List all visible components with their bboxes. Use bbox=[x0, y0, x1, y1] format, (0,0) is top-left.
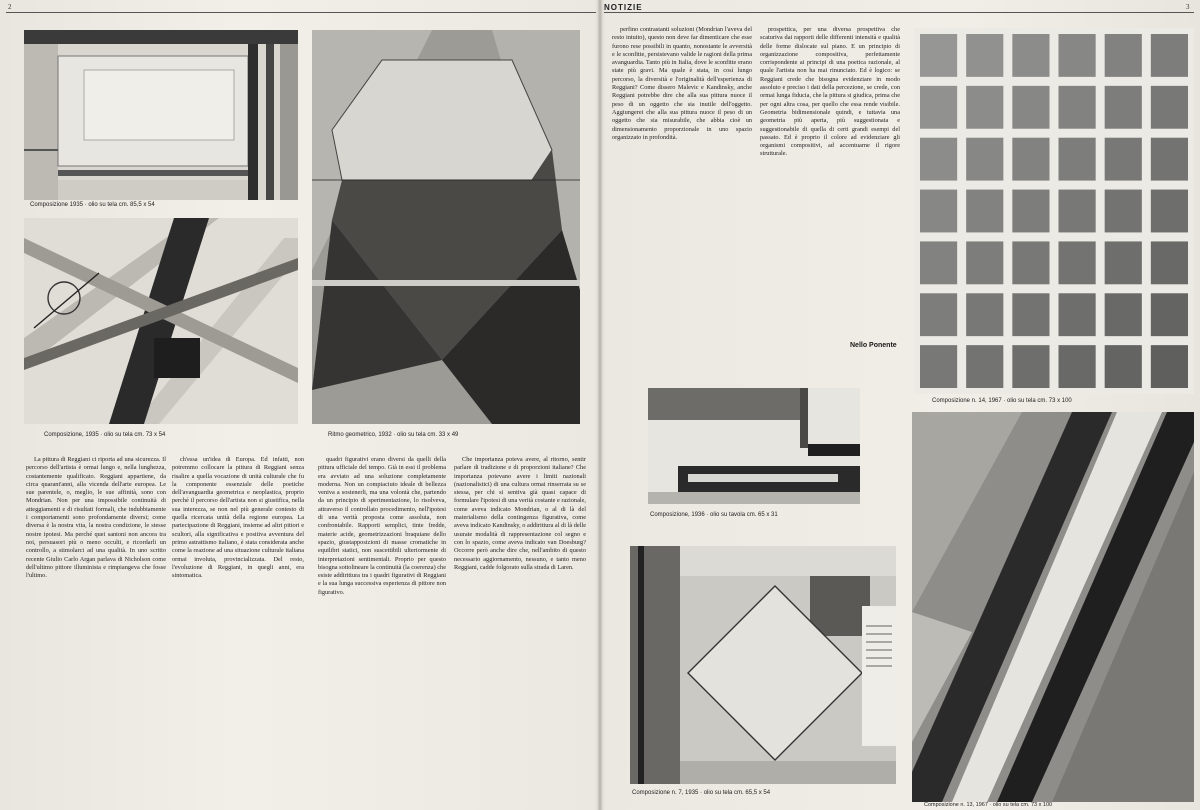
grid-cell bbox=[1105, 34, 1142, 77]
grid-cell bbox=[1012, 190, 1049, 233]
caption-composizione-1936: Composizione, 1936 · olio su tavola cm. 65 x 31 bbox=[650, 512, 778, 518]
text-column-4: Che importanza poteva avere, al ritorno, sentir parlare di tradizione e di proporzioni italiane? Che importanza potevano avere i limiti nazionali (nazionalistici) di una cultura ormai rinserrata su se stessa, per chi si sentiva già quasi capace di formulare l'ipotesi di una verità costante e razionale, come aveva indicato Mondrian, o al di là del materialismo della contingenza figurativa, come aveva indicato Kandinsky, o addirittura al di là delle usurate modalità di rappresentazione col segno e con lo spazio, come aveva indicato van Doesburg? Occorre però anche dire che, nell'ambito di questo necessario aggiornamento, nessuno, e tanto meno Reggiani, cadde folgorato sulla strada di Laren. bbox=[454, 456, 586, 571]
right-page-number: 3 bbox=[1186, 3, 1190, 11]
artwork-composizione-1936 bbox=[648, 388, 860, 504]
artwork-composizione-n7-1935 bbox=[630, 546, 896, 784]
grid-cell bbox=[966, 138, 1003, 181]
caption-composizione-1935-a: Composizione 1935 · olio su tela cm. 85,5 x 54 bbox=[30, 202, 155, 208]
right-header-rule bbox=[604, 12, 1194, 13]
grid-cell bbox=[1012, 345, 1049, 388]
caption-ritmo-geometrico: Ritmo geometrico, 1932 · olio su tela cm. 33 x 49 bbox=[328, 432, 459, 438]
grid-cell bbox=[920, 190, 957, 233]
grid-cell bbox=[1012, 138, 1049, 181]
grid-cell bbox=[966, 293, 1003, 336]
grid-cell bbox=[1151, 345, 1188, 388]
caption-composizione-n13: Composizione n. 13, 1967 · olio su tela cm. 73 x 100 bbox=[924, 802, 1053, 808]
grid-cell bbox=[1059, 34, 1096, 77]
grid-cell bbox=[920, 241, 957, 284]
artwork-ritmo-geometrico-1932 bbox=[312, 30, 580, 424]
grid-cell bbox=[1059, 345, 1096, 388]
grid-cell bbox=[1059, 293, 1096, 336]
grid-cell bbox=[920, 345, 957, 388]
grid-cell bbox=[1059, 190, 1096, 233]
author-signature: Nello Ponente bbox=[850, 342, 897, 349]
grid-cell bbox=[1012, 241, 1049, 284]
caption-composizione-1935-b: Composizione, 1935 · olio su tela cm. 73 x 54 bbox=[44, 432, 166, 438]
grid-cell bbox=[1012, 86, 1049, 129]
grid-cell bbox=[1059, 241, 1096, 284]
artwork-composizione-n14-1967 bbox=[914, 28, 1194, 394]
text-column-6: prospettica, per una diversa prospettiva che scaturiva dai rapporti delle differenti intensità e qualità delle forme dislocate sul piano. E un principio di organizzazione compositiva, perfettamente corrispondente ai principi di una poetica razionale, al quale l'artista non ha mai rinunciato. Ed è logico: se Reggiani crede che bisogna evidenziare in modo assoluto e preciso i dati della percezione, se crede, con ormai lunga fiducia, che la pittura si giudica, prima che per ogni altra cosa, per quello che essa rende visibile. Geometria bidimensionale quindi, e tuttavia una geometria più aperta, più suggestionata e suggestionabile di quella di certi grandi esempi del passato. Ed è proprio il colore ad evidenziare gli organismi compositivi, ad accentuarne il rigore strutturale. bbox=[760, 26, 900, 158]
grid-cell bbox=[966, 345, 1003, 388]
section-title: NOTIZIE bbox=[604, 3, 643, 12]
grid-cell bbox=[966, 86, 1003, 129]
grid-cell bbox=[1105, 86, 1142, 129]
grid-cell bbox=[1151, 241, 1188, 284]
grid-cell bbox=[1105, 138, 1142, 181]
text-column-5: perfino contrastanti soluzioni (Mondrian l'aveva del resto intuito), questo non deve far dimenticare che esse furono rese possibili in quanto, nonostante le avversità e le sconfitte, persistevano valide le ragioni della prima avanguardia. Tanto più in Italia, dove le sconfitte erano state più gravi. Ma quale è stata, in così lungo percorso, la diversità e l'originalità dell'esperienza di Reggiani? Come dissero Malevic e Kandinsky, anche Reggiani potrebbe dire che alla sua pittura nuoce il peso di un oggetto che sia inutile dell'oggetto. Aggiungerei che alla sua pittura nuoce il peso di un oggetto che sia misurabile, che abbia cioè un dimensionamento proporzionale in uno spazio organizzato in profondità. bbox=[612, 26, 752, 141]
grid-cell bbox=[1151, 138, 1188, 181]
grid-cell bbox=[1012, 293, 1049, 336]
grid-cell bbox=[1105, 190, 1142, 233]
grid-cell bbox=[1059, 86, 1096, 129]
grid-cell bbox=[1151, 86, 1188, 129]
grid-cell bbox=[920, 138, 957, 181]
grid-cell bbox=[966, 241, 1003, 284]
page-fold bbox=[598, 0, 602, 810]
grid-cell bbox=[920, 293, 957, 336]
caption-composizione-n14: Composizione n. 14, 1967 · olio su tela cm. 73 x 100 bbox=[932, 398, 1072, 404]
left-page-number: 2 bbox=[8, 3, 12, 11]
grid-cell bbox=[966, 190, 1003, 233]
grid-cell bbox=[920, 86, 957, 129]
grid-cell bbox=[1151, 293, 1188, 336]
grid-cell bbox=[1012, 34, 1049, 77]
left-header-rule bbox=[6, 12, 596, 13]
artwork-composizione-1935-a bbox=[24, 30, 298, 200]
grid-cell bbox=[1105, 293, 1142, 336]
grid-cell bbox=[920, 34, 957, 77]
grid-cell bbox=[1151, 34, 1188, 77]
text-column-3: quadri figurativi erano diversi da quelli della pittura ufficiale del tempo. Già in essi il problema era avviato ad una soluzione completamente moderna. Non un compiaciuto ideale di bellezza veniva a sostenerli, ma una volontà che, partendo da un principio di sperimentazione, lo risolveva, attraverso il controllato procedimento, nell'ipotesi di una verità proposta come assoluta, non confrontabile. Rapporti semplici, tinte fredde, materie acide, geometrizzazioni braquiane dello spazio, giustapposizioni di masse cromatiche in equilibri statici, non suscettibili ulteriormente di interpretazioni sentimentali. Proprio per questo bisogna sottolineare la continuità (la coerenza) che esiste addirittura tra i quadri figurativi di Reggiani e la sua lunga successiva esperienza di pittore non figurativo. bbox=[318, 456, 446, 596]
artwork-composizione-n13-1967 bbox=[912, 412, 1194, 802]
caption-composizione-n7: Composizione n. 7, 1935 · olio su tela cm. 65,5 x 54 bbox=[632, 790, 771, 796]
text-column-2: ch'essa un'idea di Europa. Ed infatti, non potremmo collocare la pittura di Reggiani senza risalire a quella vocazione di unità culturale che fu la componente essenziale delle poetiche dell'avanguardia geometrica e neoplastica, proprio perché il percorso dell'artista non si giustifica, nella sua interezza, se non nel più generale contesto di quella ricercata unità della regione europea. La partecipazione di Reggiani, insieme ad altri pittori e scultori, alla significativa e positiva avventura del primo astrattismo italiano, è stata considerata anche come la reazione ad una situazione culturale italiana ormai involuta, provincializzata. Del resto, l'evoluzione di Reggiani, in quegli anni, era sintomatica. bbox=[172, 456, 304, 580]
grid-cell bbox=[1105, 345, 1142, 388]
grid-cell bbox=[1105, 241, 1142, 284]
grid-cell bbox=[966, 34, 1003, 77]
artwork-composizione-1935-b bbox=[24, 218, 298, 424]
grid-cell bbox=[1151, 190, 1188, 233]
text-column-1: La pittura di Reggiani ci riporta ad una sicurezza. Il percorso dell'artista è ormai lungo e, nella lunghezza, costantemente qualificato. Reggiani appartiene, da circa quarant'anni, alla vicenda dell'arte europea. Le sue parentele, o, meglio, le sue affinità, sono con Mondrian. Non per una impossibile continuità di atteggiamenti e di risultati formali, che indubbiamente i comportamenti sono profondamente diversi; come diversa è la nostra vita, la nostra condizione, le stesse nostre ipotesi. Ma perché quei santoni non ancora tra noi, persuasori più o meno occulti, e ricordarli un controllo, a stimolarci ad una qualità. In uno scritto recente Giulio Carlo Argan parlava di Nicholson come dell'ultimo pittore illuminista e rimpiangeva che fosse l'ultimo. bbox=[26, 456, 166, 580]
grid-cell bbox=[1059, 138, 1096, 181]
